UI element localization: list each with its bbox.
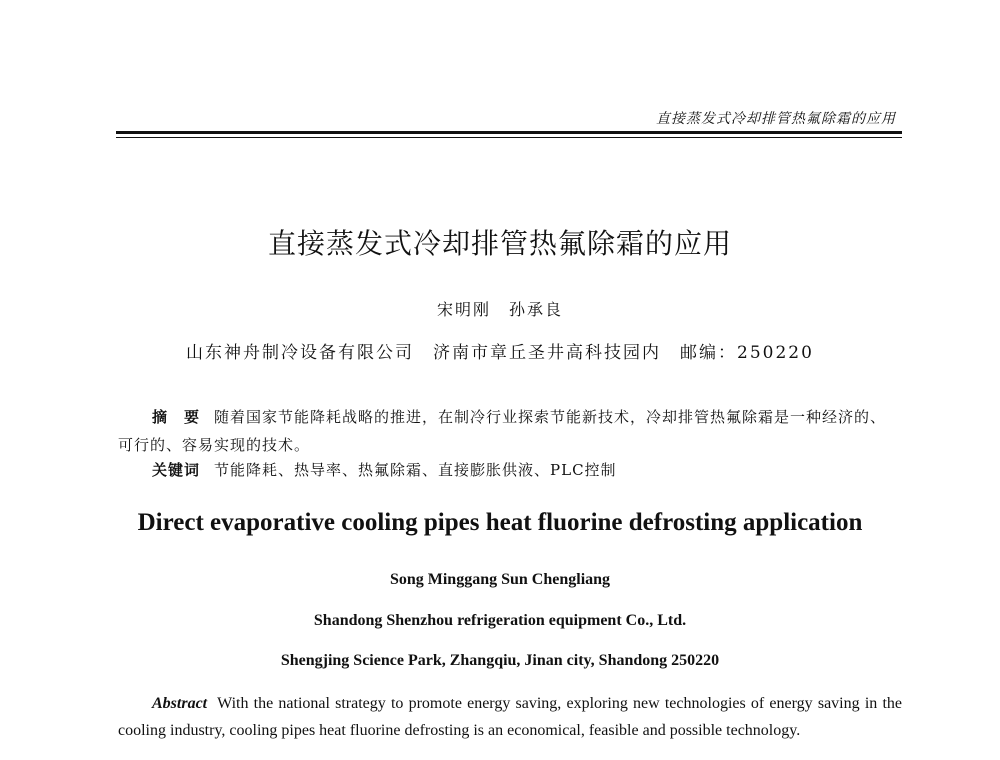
authors-cn: 宋明刚 孙承良 — [436, 300, 563, 319]
affiliation-cn: 山东神舟制冷设备有限公司 济南市章丘圣井高科技园内 邮编：250220 — [186, 343, 814, 363]
running-head: 直接蒸发式冷却排管热氟除霜的应用 — [656, 111, 896, 127]
abstract-label-cn: 摘 要 — [152, 408, 201, 426]
keywords-text-cn: 节能降耗、热导率、热氟除霜、直接膨胀供液、PLC控制 — [214, 461, 617, 479]
keywords-cn — [152, 459, 617, 480]
header-rule-thick — [116, 131, 902, 134]
authors-en: Song Minggang Sun Chengliang — [389, 571, 611, 588]
abstract-en — [118, 690, 902, 744]
affiliation-en-line1: Shandong Shenzhou refrigeration equipment Co., Ltd. — [313, 612, 687, 629]
paper-title-cn: 直接蒸发式冷却排管热氟除霜的应用 — [267, 227, 732, 260]
abstract-text-cn: 随着国家节能降耗战略的推进，在制冷行业探索节能新技术，冷却排管热氟除霜是一种经济的、可行的、容易实现的技术。 — [118, 408, 887, 454]
header-rule-thin — [116, 137, 902, 138]
abstract-label-en: Abstract — [152, 695, 208, 712]
abstract-text-en: With the national strategy to promote energy saving, exploring new technologies of energy saving in the cooling industry, cooling pipes heat fluorine defrosting is an economical, feasible and possible technology. — [118, 695, 902, 739]
keywords-label-cn: 关键词 — [152, 461, 201, 479]
paper-title-en: Direct evaporative cooling pipes heat fluorine defrosting application — [137, 509, 863, 536]
affiliation-en-line2: Shengjing Science Park, Zhangqiu, Jinan city, Shandong 250220 — [280, 652, 720, 669]
abstract-cn — [118, 403, 902, 459]
